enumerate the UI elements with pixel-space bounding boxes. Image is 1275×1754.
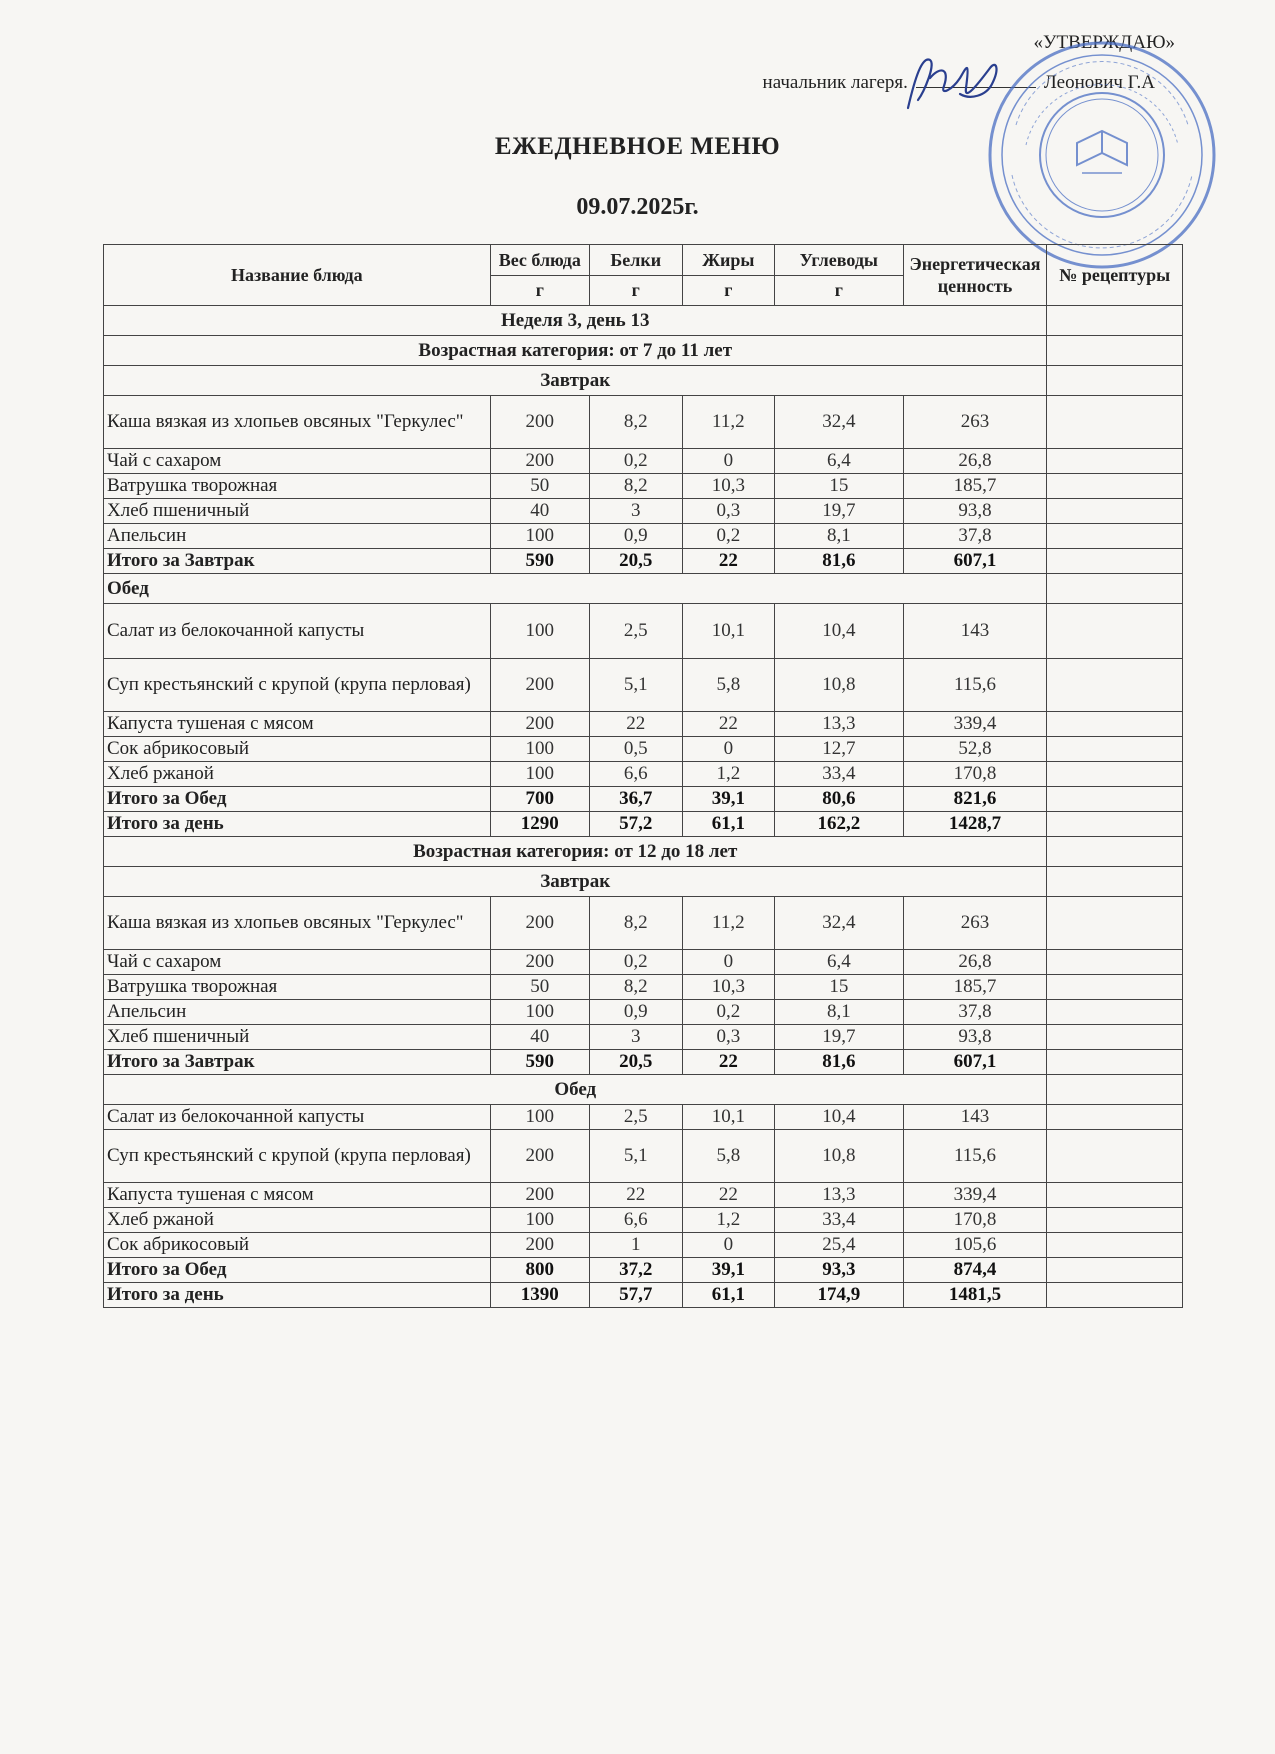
recipe-cell bbox=[1047, 712, 1183, 737]
cell-protein: 36,7 bbox=[590, 787, 683, 812]
cell-carbs: 25,4 bbox=[775, 1233, 903, 1258]
cell-fat: 1,2 bbox=[682, 762, 775, 787]
cell-energy: 93,8 bbox=[903, 499, 1047, 524]
week-day-label-row bbox=[104, 306, 1183, 336]
cell-energy: 37,8 bbox=[903, 1000, 1047, 1025]
cell-energy: 874,4 bbox=[903, 1258, 1047, 1283]
cell-energy: 339,4 bbox=[903, 712, 1047, 737]
cell-carbs: 10,4 bbox=[775, 1105, 903, 1130]
cell-fat: 0 bbox=[682, 1233, 775, 1258]
dish-row bbox=[104, 897, 1183, 950]
lunch-total-row bbox=[104, 1258, 1183, 1283]
cell-weight: 100 bbox=[490, 762, 589, 787]
meal-label-lunch: Обед bbox=[104, 1075, 1047, 1105]
unit-weight: г bbox=[490, 275, 589, 306]
recipe-cell bbox=[1047, 837, 1183, 867]
dish-row bbox=[104, 975, 1183, 1000]
recipe-cell bbox=[1047, 762, 1183, 787]
recipe-cell bbox=[1047, 1283, 1183, 1308]
col-recipe-header: № рецептуры bbox=[1047, 245, 1183, 306]
cell-carbs: 174,9 bbox=[775, 1283, 903, 1308]
recipe-cell bbox=[1047, 604, 1183, 659]
cell-fat: 22 bbox=[682, 1183, 775, 1208]
cell-energy: 26,8 bbox=[903, 449, 1047, 474]
cell-weight: 800 bbox=[490, 1258, 589, 1283]
cell-weight: 100 bbox=[490, 1208, 589, 1233]
cell-name: Чай с сахаром bbox=[104, 449, 491, 474]
cell-energy: 170,8 bbox=[903, 762, 1047, 787]
cell-name: Ватрушка творожная bbox=[104, 474, 491, 499]
menu-table bbox=[103, 244, 1183, 1308]
cell-carbs: 162,2 bbox=[775, 812, 903, 837]
recipe-cell bbox=[1047, 549, 1183, 574]
cell-energy: 143 bbox=[903, 1105, 1047, 1130]
dish-row bbox=[104, 1183, 1183, 1208]
dish-row bbox=[104, 762, 1183, 787]
cell-name: Итого за день bbox=[104, 1283, 491, 1308]
recipe-cell bbox=[1047, 574, 1183, 604]
cell-energy: 143 bbox=[903, 604, 1047, 659]
cell-carbs: 33,4 bbox=[775, 762, 903, 787]
dish-row bbox=[104, 1000, 1183, 1025]
cell-carbs: 80,6 bbox=[775, 787, 903, 812]
cell-weight: 100 bbox=[490, 1105, 589, 1130]
cell-weight: 50 bbox=[490, 474, 589, 499]
cell-weight: 40 bbox=[490, 1025, 589, 1050]
cell-fat: 1,2 bbox=[682, 1208, 775, 1233]
cell-protein: 57,7 bbox=[590, 1283, 683, 1308]
recipe-cell bbox=[1047, 867, 1183, 897]
dish-row bbox=[104, 659, 1183, 712]
lunch-total-row bbox=[104, 787, 1183, 812]
cell-carbs: 10,8 bbox=[775, 1130, 903, 1183]
cell-weight: 590 bbox=[490, 1050, 589, 1075]
cell-weight: 200 bbox=[490, 950, 589, 975]
cell-name: Итого за день bbox=[104, 812, 491, 837]
recipe-cell bbox=[1047, 499, 1183, 524]
recipe-cell bbox=[1047, 306, 1183, 336]
cell-carbs: 93,3 bbox=[775, 1258, 903, 1283]
cell-weight: 50 bbox=[490, 975, 589, 1000]
dish-row bbox=[104, 712, 1183, 737]
cell-fat: 0,3 bbox=[682, 1025, 775, 1050]
dish-row bbox=[104, 737, 1183, 762]
meal-label-lunch-row bbox=[104, 574, 1183, 604]
recipe-cell bbox=[1047, 1105, 1183, 1130]
cell-energy: 263 bbox=[903, 396, 1047, 449]
recipe-cell bbox=[1047, 659, 1183, 712]
cell-protein: 5,1 bbox=[590, 659, 683, 712]
cell-name: Салат из белокочанной капусты bbox=[104, 1105, 491, 1130]
cell-protein: 5,1 bbox=[590, 1130, 683, 1183]
cell-fat: 10,1 bbox=[682, 1105, 775, 1130]
cell-protein: 2,5 bbox=[590, 1105, 683, 1130]
cell-fat: 0 bbox=[682, 449, 775, 474]
cell-name: Итого за Обед bbox=[104, 787, 491, 812]
age-category-label-row bbox=[104, 837, 1183, 867]
cell-name: Итого за Обед bbox=[104, 1258, 491, 1283]
cell-fat: 0 bbox=[682, 737, 775, 762]
cell-carbs: 6,4 bbox=[775, 950, 903, 975]
dish-row bbox=[104, 499, 1183, 524]
cell-name: Суп крестьянский с крупой (крупа перловая) bbox=[104, 659, 491, 712]
cell-fat: 22 bbox=[682, 712, 775, 737]
cell-name: Суп крестьянский с крупой (крупа перловая) bbox=[104, 1130, 491, 1183]
recipe-cell bbox=[1047, 1050, 1183, 1075]
cell-fat: 0,2 bbox=[682, 1000, 775, 1025]
cell-energy: 1428,7 bbox=[903, 812, 1047, 837]
recipe-cell bbox=[1047, 1258, 1183, 1283]
col-protein-header: Белки bbox=[590, 245, 683, 276]
document-date: 09.07.2025г. bbox=[576, 194, 699, 220]
recipe-cell bbox=[1047, 366, 1183, 396]
cell-name: Чай с сахаром bbox=[104, 950, 491, 975]
cell-weight: 100 bbox=[490, 1000, 589, 1025]
cell-protein: 0,5 bbox=[590, 737, 683, 762]
cell-protein: 22 bbox=[590, 1183, 683, 1208]
cell-carbs: 15 bbox=[775, 975, 903, 1000]
cell-energy: 52,8 bbox=[903, 737, 1047, 762]
dish-row bbox=[104, 474, 1183, 499]
document-title: ЕЖЕДНЕВНОЕ МЕНЮ bbox=[494, 133, 781, 160]
recipe-cell bbox=[1047, 1208, 1183, 1233]
recipe-cell bbox=[1047, 1000, 1183, 1025]
cell-fat: 61,1 bbox=[682, 812, 775, 837]
meal-label-lunch-row bbox=[104, 1075, 1183, 1105]
cell-fat: 0,3 bbox=[682, 499, 775, 524]
cell-fat: 22 bbox=[682, 1050, 775, 1075]
approval-title: «УТВЕРЖДАЮ» bbox=[1033, 32, 1175, 53]
cell-energy: 263 bbox=[903, 897, 1047, 950]
dish-row bbox=[104, 950, 1183, 975]
cell-name: Хлеб пшеничный bbox=[104, 499, 491, 524]
meal-label-breakfast: Завтрак bbox=[104, 366, 1047, 396]
col-energy-header: Энергетическая ценность bbox=[903, 245, 1047, 306]
col-fat-header: Жиры bbox=[682, 245, 775, 276]
cell-weight: 200 bbox=[490, 659, 589, 712]
dish-row bbox=[104, 396, 1183, 449]
cell-energy: 105,6 bbox=[903, 1233, 1047, 1258]
cell-carbs: 33,4 bbox=[775, 1208, 903, 1233]
dish-row bbox=[104, 1105, 1183, 1130]
cell-protein: 6,6 bbox=[590, 762, 683, 787]
cell-weight: 1290 bbox=[490, 812, 589, 837]
cell-carbs: 12,7 bbox=[775, 737, 903, 762]
cell-weight: 200 bbox=[490, 1130, 589, 1183]
cell-fat: 5,8 bbox=[682, 659, 775, 712]
cell-energy: 607,1 bbox=[903, 1050, 1047, 1075]
cell-name: Апельсин bbox=[104, 1000, 491, 1025]
cell-weight: 100 bbox=[490, 737, 589, 762]
cell-carbs: 32,4 bbox=[775, 396, 903, 449]
cell-carbs: 81,6 bbox=[775, 1050, 903, 1075]
day-total-row bbox=[104, 1283, 1183, 1308]
cell-energy: 115,6 bbox=[903, 659, 1047, 712]
cell-protein: 0,2 bbox=[590, 950, 683, 975]
cell-energy: 607,1 bbox=[903, 549, 1047, 574]
cell-weight: 100 bbox=[490, 524, 589, 549]
cell-carbs: 15 bbox=[775, 474, 903, 499]
unit-carbs: г bbox=[775, 275, 903, 306]
cell-protein: 1 bbox=[590, 1233, 683, 1258]
col-carbs-header: Углеводы bbox=[775, 245, 903, 276]
cell-protein: 22 bbox=[590, 712, 683, 737]
approver-name: Леонович Г.А bbox=[1043, 72, 1155, 93]
cell-energy: 339,4 bbox=[903, 1183, 1047, 1208]
header-row bbox=[104, 245, 1183, 276]
cell-name: Каша вязкая из хлопьев овсяных "Геркулес" bbox=[104, 396, 491, 449]
cell-name: Салат из белокочанной капусты bbox=[104, 604, 491, 659]
cell-fat: 10,3 bbox=[682, 975, 775, 1000]
approver-position: начальник лагеря. bbox=[762, 72, 908, 93]
recipe-cell bbox=[1047, 336, 1183, 366]
recipe-cell bbox=[1047, 1075, 1183, 1105]
cell-protein: 37,2 bbox=[590, 1258, 683, 1283]
cell-energy: 115,6 bbox=[903, 1130, 1047, 1183]
meal-label-lunch: Обед bbox=[104, 574, 1047, 604]
cell-name: Сок абрикосовый bbox=[104, 737, 491, 762]
age-category-label: Возрастная категория: от 12 до 18 лет bbox=[104, 837, 1047, 867]
dish-row bbox=[104, 604, 1183, 659]
cell-protein: 8,2 bbox=[590, 897, 683, 950]
recipe-cell bbox=[1047, 737, 1183, 762]
cell-name: Хлеб пшеничный bbox=[104, 1025, 491, 1050]
cell-protein: 6,6 bbox=[590, 1208, 683, 1233]
col-weight-header: Вес блюда bbox=[490, 245, 589, 276]
cell-protein: 0,9 bbox=[590, 524, 683, 549]
cell-carbs: 6,4 bbox=[775, 449, 903, 474]
cell-weight: 700 bbox=[490, 787, 589, 812]
cell-protein: 8,2 bbox=[590, 474, 683, 499]
age-category-label: Возрастная категория: от 7 до 11 лет bbox=[104, 336, 1047, 366]
cell-carbs: 19,7 bbox=[775, 499, 903, 524]
cell-protein: 2,5 bbox=[590, 604, 683, 659]
dish-row bbox=[104, 1233, 1183, 1258]
cell-carbs: 13,3 bbox=[775, 1183, 903, 1208]
cell-weight: 200 bbox=[490, 396, 589, 449]
cell-energy: 821,6 bbox=[903, 787, 1047, 812]
unit-protein: г bbox=[590, 275, 683, 306]
recipe-cell bbox=[1047, 524, 1183, 549]
cell-weight: 200 bbox=[490, 449, 589, 474]
recipe-cell bbox=[1047, 787, 1183, 812]
cell-fat: 5,8 bbox=[682, 1130, 775, 1183]
cell-weight: 590 bbox=[490, 549, 589, 574]
cell-protein: 3 bbox=[590, 499, 683, 524]
dish-row bbox=[104, 1208, 1183, 1233]
cell-fat: 11,2 bbox=[682, 897, 775, 950]
recipe-cell bbox=[1047, 1233, 1183, 1258]
cell-fat: 39,1 bbox=[682, 787, 775, 812]
dish-row bbox=[104, 1130, 1183, 1183]
cell-carbs: 32,4 bbox=[775, 897, 903, 950]
dish-row bbox=[104, 524, 1183, 549]
cell-protein: 20,5 bbox=[590, 1050, 683, 1075]
cell-protein: 8,2 bbox=[590, 975, 683, 1000]
cell-name: Хлеб ржаной bbox=[104, 1208, 491, 1233]
cell-fat: 61,1 bbox=[682, 1283, 775, 1308]
cell-carbs: 10,4 bbox=[775, 604, 903, 659]
meal-label-breakfast-row bbox=[104, 867, 1183, 897]
breakfast-total-row bbox=[104, 549, 1183, 574]
cell-fat: 10,3 bbox=[682, 474, 775, 499]
cell-protein: 0,2 bbox=[590, 449, 683, 474]
cell-name: Каша вязкая из хлопьев овсяных "Геркулес" bbox=[104, 897, 491, 950]
cell-name: Капуста тушеная с мясом bbox=[104, 1183, 491, 1208]
unit-fat: г bbox=[682, 275, 775, 306]
cell-fat: 39,1 bbox=[682, 1258, 775, 1283]
cell-name: Хлеб ржаной bbox=[104, 762, 491, 787]
cell-weight: 200 bbox=[490, 897, 589, 950]
recipe-cell bbox=[1047, 1130, 1183, 1183]
cell-energy: 170,8 bbox=[903, 1208, 1047, 1233]
recipe-cell bbox=[1047, 449, 1183, 474]
cell-energy: 93,8 bbox=[903, 1025, 1047, 1050]
cell-name: Итого за Завтрак bbox=[104, 549, 491, 574]
cell-name: Апельсин bbox=[104, 524, 491, 549]
cell-name: Капуста тушеная с мясом bbox=[104, 712, 491, 737]
recipe-cell bbox=[1047, 1025, 1183, 1050]
cell-carbs: 10,8 bbox=[775, 659, 903, 712]
cell-name: Ватрушка творожная bbox=[104, 975, 491, 1000]
cell-carbs: 19,7 bbox=[775, 1025, 903, 1050]
cell-protein: 20,5 bbox=[590, 549, 683, 574]
col-name-header: Название блюда bbox=[104, 245, 491, 306]
cell-fat: 0 bbox=[682, 950, 775, 975]
cell-energy: 185,7 bbox=[903, 975, 1047, 1000]
recipe-cell bbox=[1047, 396, 1183, 449]
cell-name: Сок абрикосовый bbox=[104, 1233, 491, 1258]
day-total-row bbox=[104, 812, 1183, 837]
recipe-cell bbox=[1047, 1183, 1183, 1208]
cell-weight: 200 bbox=[490, 1183, 589, 1208]
cell-weight: 200 bbox=[490, 1233, 589, 1258]
meal-label-breakfast-row bbox=[104, 366, 1183, 396]
dish-row bbox=[104, 449, 1183, 474]
cell-protein: 8,2 bbox=[590, 396, 683, 449]
cell-weight: 100 bbox=[490, 604, 589, 659]
recipe-cell bbox=[1047, 897, 1183, 950]
meal-label-breakfast: Завтрак bbox=[104, 867, 1047, 897]
cell-carbs: 8,1 bbox=[775, 1000, 903, 1025]
cell-energy: 26,8 bbox=[903, 950, 1047, 975]
cell-energy: 1481,5 bbox=[903, 1283, 1047, 1308]
cell-fat: 22 bbox=[682, 549, 775, 574]
dish-row bbox=[104, 1025, 1183, 1050]
cell-fat: 0,2 bbox=[682, 524, 775, 549]
cell-carbs: 8,1 bbox=[775, 524, 903, 549]
cell-energy: 185,7 bbox=[903, 474, 1047, 499]
cell-fat: 11,2 bbox=[682, 396, 775, 449]
recipe-cell bbox=[1047, 812, 1183, 837]
cell-weight: 200 bbox=[490, 712, 589, 737]
cell-protein: 57,2 bbox=[590, 812, 683, 837]
cell-weight: 40 bbox=[490, 499, 589, 524]
cell-weight: 1390 bbox=[490, 1283, 589, 1308]
breakfast-total-row bbox=[104, 1050, 1183, 1075]
cell-protein: 3 bbox=[590, 1025, 683, 1050]
age-category-label-row bbox=[104, 336, 1183, 366]
cell-energy: 37,8 bbox=[903, 524, 1047, 549]
recipe-cell bbox=[1047, 474, 1183, 499]
cell-name: Итого за Завтрак bbox=[104, 1050, 491, 1075]
recipe-cell bbox=[1047, 950, 1183, 975]
recipe-cell bbox=[1047, 975, 1183, 1000]
cell-carbs: 81,6 bbox=[775, 549, 903, 574]
cell-carbs: 13,3 bbox=[775, 712, 903, 737]
cell-fat: 10,1 bbox=[682, 604, 775, 659]
week-day-label: Неделя 3, день 13 bbox=[104, 306, 1047, 336]
cell-protein: 0,9 bbox=[590, 1000, 683, 1025]
